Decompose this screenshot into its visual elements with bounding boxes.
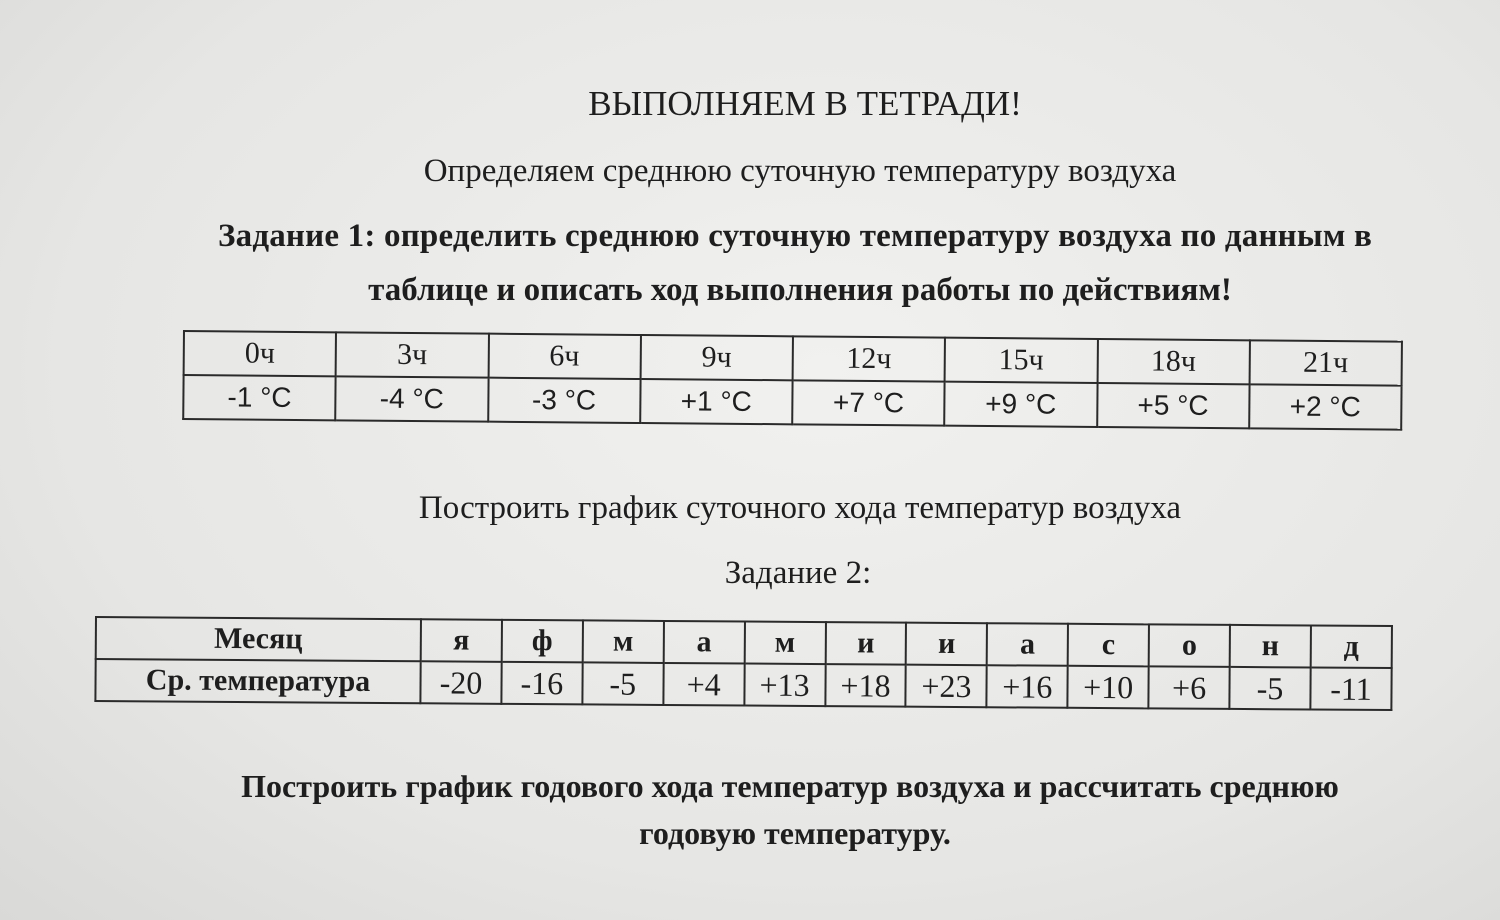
table-row-avg-temps [95, 659, 1391, 710]
hour-cell: 21ч [1249, 340, 1402, 385]
hour-cell: 18ч [1097, 339, 1250, 384]
avg-temp-cell: +18 [825, 664, 906, 707]
month-cell: а [987, 623, 1068, 666]
month-cell: ф [502, 620, 583, 663]
month-cell: а [663, 621, 744, 664]
month-cell: и [825, 622, 906, 665]
temp-cell: +9 °С [944, 382, 1097, 427]
avg-temp-cell: -16 [501, 662, 582, 705]
avg-temp-cell: +10 [1068, 666, 1149, 709]
final-task-line2: годовую температуру. [639, 815, 951, 851]
month-cell: д [1311, 625, 1392, 668]
monthly-temperature-table [94, 616, 1393, 711]
section-heading-graph: Построить график суточного хода температур воздуха [418, 490, 1182, 526]
month-cell: и [906, 623, 987, 666]
avg-temp-cell: +4 [663, 663, 744, 706]
temp-cell: -1 °С [183, 375, 336, 420]
month-cell: н [1230, 625, 1311, 668]
avg-temp-cell: +16 [987, 665, 1068, 708]
row-label-month: Месяц [96, 617, 421, 661]
avg-temp-cell: -5 [582, 662, 663, 705]
avg-temp-cell: +23 [906, 665, 987, 708]
month-cell: м [583, 620, 664, 663]
hour-cell: 15ч [945, 338, 1098, 383]
hour-cell: 0ч [184, 331, 337, 376]
task2-heading: Задание 2: [724, 555, 872, 591]
task1-text-line1: Задание 1: определить среднюю суточную температуру воздуха по данным в [218, 218, 1372, 254]
row-label-avg-temp: Ср. температура [95, 659, 420, 703]
month-cell: о [1149, 624, 1230, 667]
month-cell: м [744, 622, 825, 665]
task1-text-line2: таблице и описать ход выполнения работы по действиям! [368, 272, 1232, 308]
avg-temp-cell: -20 [420, 661, 501, 704]
avg-temp-cell: -11 [1310, 667, 1391, 710]
hour-cell: 6ч [488, 334, 641, 379]
avg-temp-cell: +13 [744, 664, 825, 707]
hour-cell: 9ч [640, 335, 793, 380]
avg-temp-cell: +6 [1149, 666, 1230, 709]
daily-temperature-table [182, 330, 1403, 431]
temp-cell: +7 °С [792, 380, 945, 425]
avg-temp-cell: -5 [1229, 667, 1310, 710]
table-row-temps [183, 375, 1401, 430]
month-cell: я [421, 619, 502, 662]
temp-cell: +2 °С [1249, 384, 1402, 429]
final-task-line1: Построить график годового хода температур воздуха и рассчитать среднюю [241, 768, 1339, 804]
temp-cell: +5 °С [1097, 383, 1250, 428]
temp-cell: +1 °С [640, 379, 793, 424]
temp-cell: -3 °С [488, 378, 641, 423]
page-title: ВЫПОЛНЯЕМ В ТЕТРАДИ! [588, 84, 1022, 123]
month-cell: с [1068, 624, 1149, 667]
temp-cell: -4 °С [335, 376, 488, 421]
hour-cell: 12ч [793, 336, 946, 381]
section-heading-daily: Определяем среднюю суточную температуру воздуха [423, 153, 1177, 189]
hour-cell: 3ч [336, 332, 489, 377]
